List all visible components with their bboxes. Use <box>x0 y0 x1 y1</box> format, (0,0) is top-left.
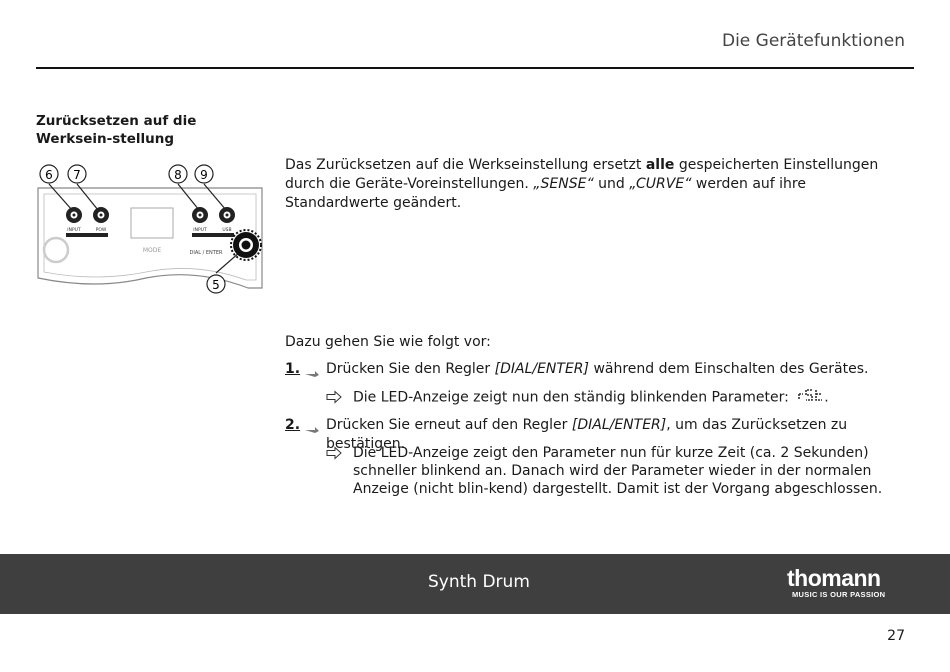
result-arrow-icon <box>326 446 342 460</box>
section-heading: Zurücksetzen auf die Werksein-stellung <box>36 113 197 147</box>
callout-6 <box>40 165 58 183</box>
header-divider <box>36 67 914 69</box>
svg-text:6: 6 <box>45 168 53 182</box>
svg-text:9: 9 <box>200 168 208 182</box>
jack-input-left <box>66 207 82 233</box>
knob-label: DIAL / ENTER <box>189 250 223 256</box>
led-display-rst <box>796 388 824 407</box>
device-panel-illustration <box>36 160 264 310</box>
step-number: 1. <box>285 361 301 377</box>
intro-paragraph: Das Zurücksetzen auf die Werkseinstellung ersetzt alle gespeicherten Einstellungen durch die Geräte-Voreinstellungen. „SENSE“ und „CURVE“ werden auf ihre Standardwerte geändert. <box>285 157 879 211</box>
result-arrow-icon <box>326 390 342 404</box>
page-header-title: Die Gerätefunktionen <box>721 31 905 51</box>
step-text: Drücken Sie den Regler [DIAL/ENTER] während dem Einschalten des Gerätes. <box>326 361 869 377</box>
callout-8 <box>169 165 187 183</box>
footer-product-title: Synth Drum <box>428 572 530 592</box>
svg-text:5: 5 <box>212 278 220 292</box>
brand-tagline: MUSIC IS OUR PASSION <box>792 590 886 599</box>
procedure-lead: Dazu gehen Sie wie folgt vor: <box>285 334 491 350</box>
svg-text:INPUT: INPUT <box>67 228 81 233</box>
jack-input-right <box>192 207 208 233</box>
svg-text:7: 7 <box>73 168 81 182</box>
step-arrow-icon <box>305 365 319 377</box>
display-label: MODE <box>142 247 162 254</box>
jack-usb <box>219 207 235 233</box>
svg-text:8: 8 <box>174 168 182 182</box>
svg-text:INPUT: INPUT <box>193 228 207 233</box>
step-arrow-icon <box>305 421 319 433</box>
svg-text:USB: USB <box>222 228 232 233</box>
step-number: 2. <box>285 417 301 433</box>
callout-9 <box>195 165 213 183</box>
brand-name: thomann <box>787 565 881 591</box>
page-number: 27 <box>887 628 905 644</box>
step-text: Drücken Sie erneut auf den Regler [DIAL/ENTER], um das Zurücksetzen zu bestätigen. <box>326 417 848 452</box>
callout-7 <box>68 165 86 183</box>
brand-logo <box>787 566 909 600</box>
callout-5 <box>207 275 225 293</box>
svg-text:POW: POW <box>95 228 107 233</box>
led-segment-icon <box>796 388 824 402</box>
jack-power <box>93 207 109 233</box>
device-figure <box>36 160 264 310</box>
result-text: Die LED-Anzeige zeigt nun den ständig blinkenden Parameter: . <box>353 389 829 406</box>
result-text: Die LED-Anzeige zeigt den Parameter nun für kurze Zeit (ca. 2 Sekunden) schneller blinkend an. Danach wird der Parameter wieder in der normalen Anzeige (nicht blin-kend) dargestellt. Damit ist der Vorgang abgeschlossen. <box>353 445 883 497</box>
